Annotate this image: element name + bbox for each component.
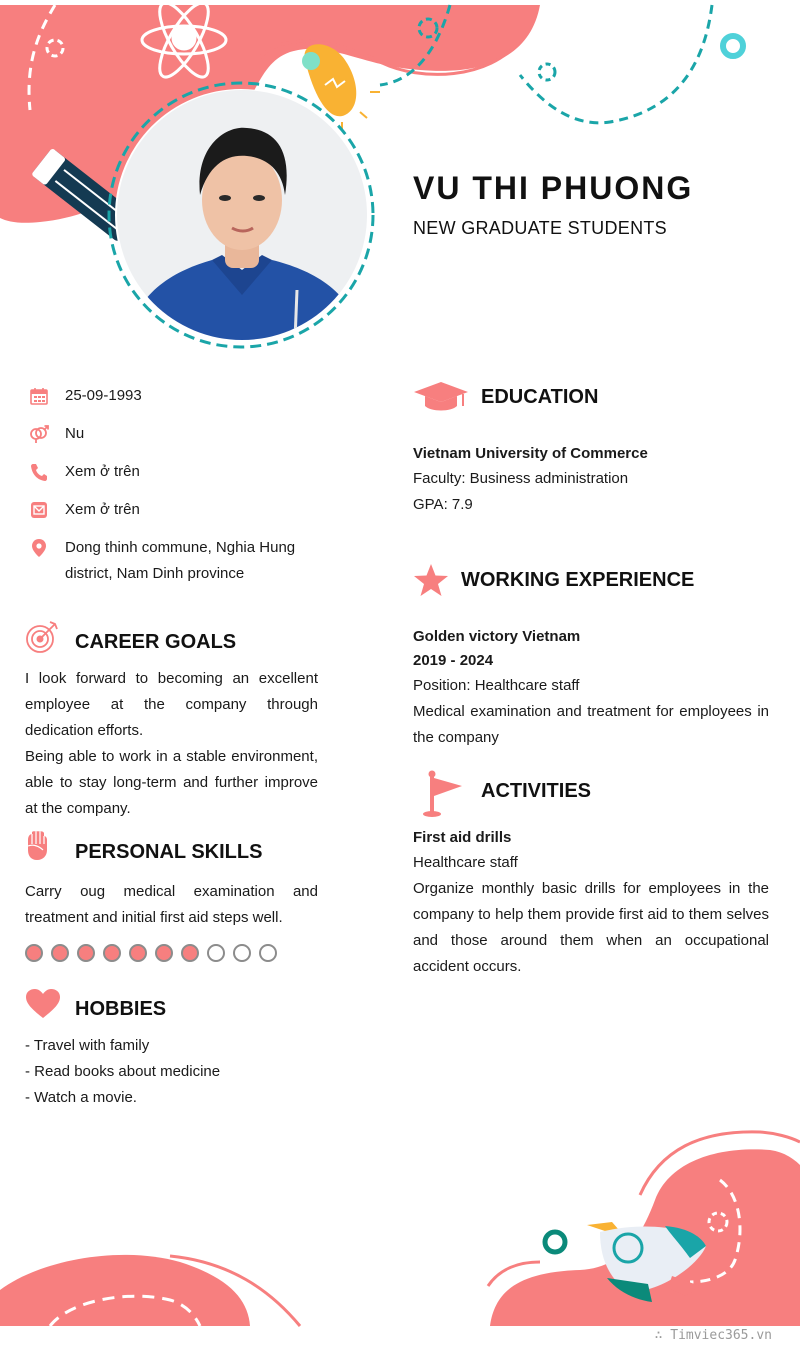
list-item: - Read books about medicine: [25, 1063, 221, 1080]
hobbies-heading: HOBBIES: [75, 998, 167, 1020]
phone-icon: [29, 462, 49, 482]
person-photo-icon: [117, 90, 367, 340]
career-goals-heading: CAREER GOALS: [75, 631, 237, 653]
career-goal-paragraph: I look forward to becoming an excellent employee at the company through dedication efforts.: [25, 670, 318, 739]
skill-rating: [25, 944, 277, 962]
school-name: Vietnam University of Commerce: [413, 445, 648, 462]
working-experience-heading: WORKING EXPERIENCE: [461, 569, 695, 591]
heart-icon: [25, 988, 61, 1020]
experience-position: Position: Healthcare staff: [413, 677, 580, 694]
rating-dot-empty: [233, 944, 251, 962]
education-entry: [413, 442, 769, 518]
footer-brand[interactable]: ∴ Timviec365.vn: [654, 1328, 772, 1343]
email-row: [25, 497, 325, 523]
company-name: Golden victory Vietnam: [413, 628, 581, 645]
graduation-cap-icon: [413, 380, 469, 414]
list-item: - Watch a movie.: [25, 1089, 137, 1106]
activity-title: First aid drills: [413, 829, 512, 846]
gender-value: Nu: [65, 425, 85, 442]
birthday-value: 25-09-1993: [65, 387, 142, 404]
rating-dot-empty: [259, 944, 277, 962]
rating-dot-filled: [51, 944, 69, 962]
rating-dot-filled: [181, 944, 199, 962]
profile-photo: [117, 90, 367, 340]
target-icon: [25, 620, 59, 654]
calendar-icon: [29, 386, 49, 406]
phone-value: Xem ở trên: [65, 463, 140, 480]
candidate-title: NEW GRADUATE STUDENTS: [413, 218, 667, 238]
rating-dot-empty: [207, 944, 225, 962]
faculty: Faculty: Business administration: [413, 470, 629, 487]
email-value: Xem ở trên: [65, 501, 140, 518]
gender-row: [25, 421, 325, 447]
activity-entry: [413, 826, 769, 980]
raised-fist-icon: [25, 830, 49, 862]
candidate-name: VU THI PHUONG: [413, 170, 694, 206]
rating-dot-filled: [25, 944, 43, 962]
experience-period: 2019 - 2024: [413, 652, 494, 669]
experience-entry: [413, 625, 769, 751]
email-icon: [29, 500, 49, 520]
experience-description: Medical examination and treatment for employees in the company: [413, 703, 769, 746]
career-goals-text: [25, 666, 318, 822]
rating-dot-filled: [77, 944, 95, 962]
list-item: - Travel with family: [25, 1037, 150, 1054]
rating-dot-filled: [129, 944, 147, 962]
flag-icon: [420, 770, 464, 818]
hobbies-list: [25, 1033, 220, 1111]
activities-heading: ACTIVITIES: [481, 780, 592, 802]
career-goal-paragraph: Being able to work in a stable environment, able to stay long-term and further improve at the company.: [25, 748, 318, 817]
gpa: GPA: 7.9: [413, 496, 473, 513]
personal-skills-text: Carry oug medical examination and treatment and initial first aid steps well.: [25, 883, 318, 926]
address-row: [25, 535, 325, 587]
address-value: Dong thinh commune, Nghia Hung district, Nam Dinh province: [65, 539, 296, 582]
phone-row: [25, 459, 325, 485]
activity-role: Healthcare staff: [413, 854, 518, 871]
location-pin-icon: [29, 538, 49, 558]
rating-dot-filled: [155, 944, 173, 962]
gender-icon: [29, 424, 49, 444]
personal-skills-heading: PERSONAL SKILLS: [75, 841, 263, 863]
birthday-row: [25, 383, 325, 409]
star-icon: [413, 563, 449, 597]
rating-dot-filled: [103, 944, 121, 962]
activity-description: Organize monthly basic drills for employees in the company to help them provide first aid to them selves and those around them when an occupational accident occurs.: [413, 880, 769, 975]
education-heading: EDUCATION: [481, 386, 599, 408]
